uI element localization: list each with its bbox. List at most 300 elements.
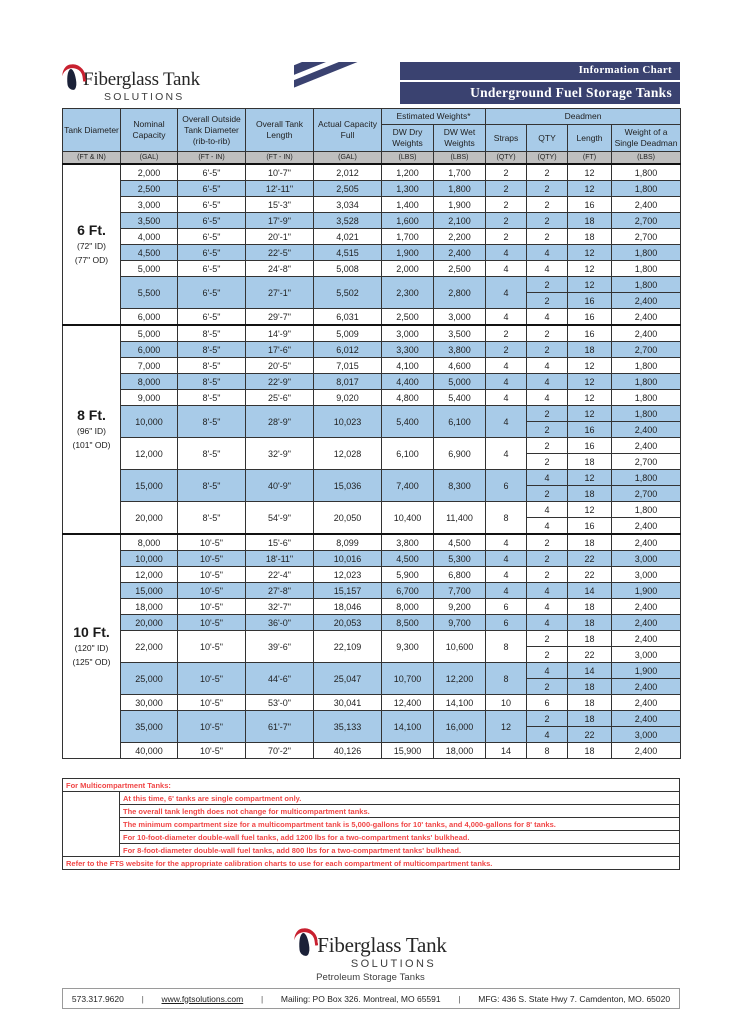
deadman-qty-cell: 2 xyxy=(527,534,568,551)
deadman-weight-cell: 2,400 xyxy=(612,631,681,647)
table-row xyxy=(63,374,681,390)
wet-weight-cell: 5,300 xyxy=(434,551,486,567)
outside-diameter-cell: 8'-5" xyxy=(178,406,246,438)
wet-weight-cell: 2,400 xyxy=(434,245,486,261)
tank-specification-table xyxy=(62,108,681,759)
note-text: The overall tank length does not change for multicompartment tanks. xyxy=(120,805,680,818)
dry-weight-cell: 1,600 xyxy=(382,213,434,229)
logo-company-subtitle: SOLUTIONS xyxy=(104,91,185,103)
deadman-qty-cell: 2 xyxy=(527,647,568,663)
nominal-capacity-cell: 2,000 xyxy=(121,164,178,181)
table-body xyxy=(63,164,681,759)
wet-weight-cell: 5,000 xyxy=(434,374,486,390)
wet-weight-cell: 6,800 xyxy=(434,567,486,583)
straps-cell: 4 xyxy=(486,567,527,583)
tank-length-cell: 27'-8" xyxy=(246,583,314,599)
deadman-weight-cell: 1,800 xyxy=(612,470,681,486)
nominal-capacity-cell: 8,000 xyxy=(121,534,178,551)
straps-cell: 8 xyxy=(486,631,527,663)
nominal-capacity-cell: 40,000 xyxy=(121,743,178,759)
deadman-qty-cell: 2 xyxy=(527,229,568,245)
deadman-length-cell: 18 xyxy=(568,615,612,631)
note-text: For 8-foot-diameter double-wall fuel tanks, add 800 lbs for a two-compartment tanks' bulkhead. xyxy=(120,844,680,857)
dry-weight-cell: 10,400 xyxy=(382,502,434,535)
dry-weight-cell: 3,000 xyxy=(382,325,434,342)
deadman-weight-cell: 1,900 xyxy=(612,583,681,599)
dry-weight-cell: 8,500 xyxy=(382,615,434,631)
group-header-estimated-weights: Estimated Weights* xyxy=(382,109,486,125)
unit-straps: (QTY) xyxy=(486,152,527,165)
actual-capacity-cell: 35,133 xyxy=(314,711,382,743)
deadman-weight-cell: 1,800 xyxy=(612,502,681,518)
contact-separator-2: | xyxy=(260,993,264,1004)
deadman-qty-cell: 4 xyxy=(527,663,568,679)
col-header-dw-dry-weights: DW Dry Weights xyxy=(382,125,434,152)
wet-weight-cell: 14,100 xyxy=(434,695,486,711)
deadman-length-cell: 16 xyxy=(568,325,612,342)
tank-diameter-id: (120" ID) xyxy=(74,642,109,653)
dry-weight-cell: 2,300 xyxy=(382,277,434,309)
col-header-nominal-capacity: Nominal Capacity xyxy=(121,109,178,152)
flame-swoosh-logo-icon xyxy=(62,64,82,90)
nominal-capacity-cell: 25,000 xyxy=(121,663,178,695)
outside-diameter-cell: 8'-5" xyxy=(178,342,246,358)
outside-diameter-cell: 6'-5" xyxy=(178,164,246,181)
wet-weight-cell: 6,100 xyxy=(434,406,486,438)
contact-phone[interactable]: 573.317.9620 xyxy=(71,993,124,1004)
col-header-overall-outside-tank-diameter: Overall Outside Tank Diameter (rib-to-rib) xyxy=(178,109,246,152)
deadman-qty-cell: 2 xyxy=(527,197,568,213)
note-indent-spacer xyxy=(63,792,120,805)
table-row xyxy=(63,325,681,342)
deadman-weight-cell: 2,400 xyxy=(612,293,681,309)
tank-length-cell: 28'-9" xyxy=(246,406,314,438)
wet-weight-cell: 10,600 xyxy=(434,631,486,663)
deadman-length-cell: 12 xyxy=(568,181,612,197)
nominal-capacity-cell: 20,000 xyxy=(121,615,178,631)
straps-cell: 12 xyxy=(486,711,527,743)
tank-length-cell: 20'-1" xyxy=(246,229,314,245)
actual-capacity-cell: 2,505 xyxy=(314,181,382,197)
deadman-qty-cell: 4 xyxy=(527,374,568,390)
note-indent-spacer xyxy=(63,831,120,844)
banner-slant-decoration xyxy=(294,62,414,106)
nominal-capacity-cell: 12,000 xyxy=(121,567,178,583)
deadman-qty-cell: 2 xyxy=(527,325,568,342)
wet-weight-cell: 8,300 xyxy=(434,470,486,502)
actual-capacity-cell: 6,012 xyxy=(314,342,382,358)
deadman-qty-cell: 4 xyxy=(527,358,568,374)
tank-length-cell: 10'-7" xyxy=(246,164,314,181)
straps-cell: 2 xyxy=(486,164,527,181)
nominal-capacity-cell: 20,000 xyxy=(121,502,178,535)
wet-weight-cell: 3,500 xyxy=(434,325,486,342)
deadman-weight-cell: 2,400 xyxy=(612,679,681,695)
dry-weight-cell: 1,900 xyxy=(382,245,434,261)
deadman-qty-cell: 2 xyxy=(527,631,568,647)
group-header-deadmen: Deadmen xyxy=(486,109,681,125)
tank-diameter-value: 8 Ft. xyxy=(77,406,106,423)
actual-capacity-cell: 5,008 xyxy=(314,261,382,277)
straps-cell: 4 xyxy=(486,374,527,390)
outside-diameter-cell: 8'-5" xyxy=(178,358,246,374)
col-header-tank-diameter: Tank Diameter xyxy=(63,109,121,152)
deadman-length-cell: 16 xyxy=(568,438,612,454)
deadman-weight-cell: 1,800 xyxy=(612,390,681,406)
deadman-length-cell: 22 xyxy=(568,647,612,663)
outside-diameter-cell: 10'-5" xyxy=(178,711,246,743)
deadman-weight-cell: 2,400 xyxy=(612,599,681,615)
actual-capacity-cell: 12,023 xyxy=(314,567,382,583)
deadman-length-cell: 18 xyxy=(568,342,612,358)
deadman-weight-cell: 3,000 xyxy=(612,647,681,663)
table-row xyxy=(63,181,681,197)
nominal-capacity-cell: 5,500 xyxy=(121,277,178,309)
dry-weight-cell: 1,200 xyxy=(382,164,434,181)
deadman-length-cell: 18 xyxy=(568,229,612,245)
contact-website-link[interactable]: www.fgtsolutions.com xyxy=(161,993,244,1004)
actual-capacity-cell: 3,528 xyxy=(314,213,382,229)
deadman-weight-cell: 2,400 xyxy=(612,615,681,631)
col-header-straps: Straps xyxy=(486,125,527,152)
deadman-length-cell: 14 xyxy=(568,663,612,679)
straps-cell: 4 xyxy=(486,309,527,326)
footer-logo xyxy=(0,928,741,983)
tank-length-cell: 61'-7" xyxy=(246,711,314,743)
dry-weight-cell: 12,400 xyxy=(382,695,434,711)
note-text: At this time, 6' tanks are single compartment only. xyxy=(120,792,680,805)
deadman-qty-cell: 4 xyxy=(527,727,568,743)
outside-diameter-cell: 10'-5" xyxy=(178,583,246,599)
deadman-length-cell: 18 xyxy=(568,695,612,711)
contact-mfg-address: MFG: 436 S. State Hwy 7. Camdenton, MO. 65020 xyxy=(478,993,671,1004)
deadman-length-cell: 18 xyxy=(568,486,612,502)
table-row xyxy=(63,695,681,711)
table-row xyxy=(63,711,681,727)
wet-weight-cell: 5,400 xyxy=(434,390,486,406)
deadman-length-cell: 12 xyxy=(568,358,612,374)
tank-length-cell: 70'-2" xyxy=(246,743,314,759)
tank-length-cell: 18'-11" xyxy=(246,551,314,567)
unit-dw-dry-weights: (LBS) xyxy=(382,152,434,165)
deadman-qty-cell: 8 xyxy=(527,743,568,759)
tank-length-cell: 36'-0" xyxy=(246,615,314,631)
table-row xyxy=(63,277,681,293)
deadman-length-cell: 18 xyxy=(568,679,612,695)
outside-diameter-cell: 8'-5" xyxy=(178,390,246,406)
tank-diameter-od: (101" OD) xyxy=(72,439,111,450)
table-row xyxy=(63,245,681,261)
actual-capacity-cell: 2,012 xyxy=(314,164,382,181)
wet-weight-cell: 1,900 xyxy=(434,197,486,213)
col-header-length: Length xyxy=(568,125,612,152)
straps-cell: 4 xyxy=(486,358,527,374)
unit-dw-wet-weights: (LBS) xyxy=(434,152,486,165)
outside-diameter-cell: 6'-5" xyxy=(178,197,246,213)
table-row xyxy=(63,567,681,583)
deadman-length-cell: 12 xyxy=(568,406,612,422)
wet-weight-cell: 7,700 xyxy=(434,583,486,599)
unit-tank-diameter: (FT & IN) xyxy=(63,152,121,165)
nominal-capacity-cell: 30,000 xyxy=(121,695,178,711)
actual-capacity-cell: 10,016 xyxy=(314,551,382,567)
actual-capacity-cell: 40,126 xyxy=(314,743,382,759)
dry-weight-cell: 2,500 xyxy=(382,309,434,326)
outside-diameter-cell: 8'-5" xyxy=(178,470,246,502)
deadman-qty-cell: 2 xyxy=(527,406,568,422)
deadman-weight-cell: 1,800 xyxy=(612,181,681,197)
deadman-qty-cell: 2 xyxy=(527,711,568,727)
wet-weight-cell: 6,900 xyxy=(434,438,486,470)
outside-diameter-cell: 10'-5" xyxy=(178,599,246,615)
dry-weight-cell: 4,800 xyxy=(382,390,434,406)
note-text: For 10-foot-diameter double-wall fuel tanks, add 1200 lbs for a two-compartment tanks' bulkhead. xyxy=(120,831,680,844)
outside-diameter-cell: 10'-5" xyxy=(178,615,246,631)
tank-length-cell: 40'-9" xyxy=(246,470,314,502)
straps-cell: 4 xyxy=(486,277,527,309)
deadman-weight-cell: 1,800 xyxy=(612,277,681,293)
dry-weight-cell: 7,400 xyxy=(382,470,434,502)
nominal-capacity-cell: 9,000 xyxy=(121,390,178,406)
actual-capacity-cell: 20,050 xyxy=(314,502,382,535)
deadman-weight-cell: 2,400 xyxy=(612,422,681,438)
deadman-qty-cell: 2 xyxy=(527,679,568,695)
wet-weight-cell: 1,700 xyxy=(434,164,486,181)
deadman-length-cell: 22 xyxy=(568,567,612,583)
dry-weight-cell: 9,300 xyxy=(382,631,434,663)
nominal-capacity-cell: 15,000 xyxy=(121,583,178,599)
table-row xyxy=(63,743,681,759)
deadman-length-cell: 18 xyxy=(568,711,612,727)
title-banner xyxy=(294,62,680,106)
wet-weight-cell: 3,800 xyxy=(434,342,486,358)
deadman-weight-cell: 1,900 xyxy=(612,663,681,679)
actual-capacity-cell: 4,515 xyxy=(314,245,382,261)
deadman-length-cell: 12 xyxy=(568,261,612,277)
nominal-capacity-cell: 5,000 xyxy=(121,261,178,277)
nominal-capacity-cell: 12,000 xyxy=(121,438,178,470)
actual-capacity-cell: 3,034 xyxy=(314,197,382,213)
deadman-length-cell: 12 xyxy=(568,245,612,261)
dry-weight-cell: 8,000 xyxy=(382,599,434,615)
dry-weight-cell: 3,800 xyxy=(382,534,434,551)
tank-diameter-group-cell xyxy=(63,534,121,759)
unit-qty: (QTY) xyxy=(527,152,568,165)
deadman-qty-cell: 2 xyxy=(527,486,568,502)
outside-diameter-cell: 8'-5" xyxy=(178,325,246,342)
actual-capacity-cell: 15,036 xyxy=(314,470,382,502)
tank-length-cell: 53'-0" xyxy=(246,695,314,711)
straps-cell: 4 xyxy=(486,261,527,277)
deadman-weight-cell: 1,800 xyxy=(612,261,681,277)
table-row xyxy=(63,615,681,631)
actual-capacity-cell: 30,041 xyxy=(314,695,382,711)
col-header-actual-capacity-full: Actual Capacity Full xyxy=(314,109,382,152)
outside-diameter-cell: 6'-5" xyxy=(178,309,246,326)
table-row xyxy=(63,342,681,358)
dry-weight-cell: 1,700 xyxy=(382,229,434,245)
deadman-weight-cell: 2,400 xyxy=(612,743,681,759)
dry-weight-cell: 4,400 xyxy=(382,374,434,390)
tank-length-cell: 15'-6" xyxy=(246,534,314,551)
straps-cell: 6 xyxy=(486,615,527,631)
nominal-capacity-cell: 2,500 xyxy=(121,181,178,197)
tank-diameter-group-cell xyxy=(63,164,121,325)
note-indent-spacer xyxy=(63,844,120,857)
deadman-qty-cell: 2 xyxy=(527,293,568,309)
deadman-weight-cell: 2,400 xyxy=(612,518,681,535)
tank-length-cell: 17'-6" xyxy=(246,342,314,358)
deadman-weight-cell: 2,400 xyxy=(612,534,681,551)
tank-length-cell: 12'-11" xyxy=(246,181,314,197)
outside-diameter-cell: 6'-5" xyxy=(178,213,246,229)
note-text: The minimum compartment size for a multicompartment tank is 5,000-gallons for 10' tanks, and 4,000-gallons for 8' tanks. xyxy=(120,818,680,831)
deadman-weight-cell: 1,800 xyxy=(612,358,681,374)
deadman-qty-cell: 4 xyxy=(527,245,568,261)
deadman-weight-cell: 2,700 xyxy=(612,229,681,245)
deadman-length-cell: 16 xyxy=(568,293,612,309)
actual-capacity-cell: 15,157 xyxy=(314,583,382,599)
banner-subtitle: Information Chart xyxy=(400,62,680,80)
footer-flame-swoosh-logo-icon xyxy=(294,928,316,957)
deadman-qty-cell: 4 xyxy=(527,599,568,615)
straps-cell: 14 xyxy=(486,743,527,759)
actual-capacity-cell: 8,017 xyxy=(314,374,382,390)
wet-weight-cell: 4,500 xyxy=(434,534,486,551)
deadman-weight-cell: 2,400 xyxy=(612,309,681,326)
nominal-capacity-cell: 10,000 xyxy=(121,551,178,567)
wet-weight-cell: 12,200 xyxy=(434,663,486,695)
deadman-qty-cell: 2 xyxy=(527,181,568,197)
nominal-capacity-cell: 5,000 xyxy=(121,325,178,342)
wet-weight-cell: 2,200 xyxy=(434,229,486,245)
tank-length-cell: 20'-5" xyxy=(246,358,314,374)
nominal-capacity-cell: 6,000 xyxy=(121,342,178,358)
deadman-weight-cell: 1,800 xyxy=(612,374,681,390)
actual-capacity-cell: 4,021 xyxy=(314,229,382,245)
outside-diameter-cell: 10'-5" xyxy=(178,534,246,551)
deadman-length-cell: 16 xyxy=(568,422,612,438)
deadman-weight-cell: 1,800 xyxy=(612,406,681,422)
deadman-weight-cell: 3,000 xyxy=(612,551,681,567)
deadman-weight-cell: 2,700 xyxy=(612,454,681,470)
dry-weight-cell: 1,400 xyxy=(382,197,434,213)
unit-overall-tank-length: (FT - IN) xyxy=(246,152,314,165)
outside-diameter-cell: 6'-5" xyxy=(178,261,246,277)
wet-weight-cell: 4,600 xyxy=(434,358,486,374)
dry-weight-cell: 5,900 xyxy=(382,567,434,583)
tank-length-cell: 15'-3" xyxy=(246,197,314,213)
note-row xyxy=(63,805,680,818)
table-row xyxy=(63,599,681,615)
straps-cell: 2 xyxy=(486,213,527,229)
deadman-length-cell: 16 xyxy=(568,309,612,326)
deadman-length-cell: 22 xyxy=(568,551,612,567)
straps-cell: 4 xyxy=(486,583,527,599)
note-row xyxy=(63,792,680,805)
deadman-length-cell: 12 xyxy=(568,470,612,486)
tank-length-cell: 29'-7" xyxy=(246,309,314,326)
nominal-capacity-cell: 4,500 xyxy=(121,245,178,261)
outside-diameter-cell: 6'-5" xyxy=(178,181,246,197)
contact-mailing-address: Mailing: PO Box 326. Montreal, MO 65591 xyxy=(280,993,441,1004)
deadman-qty-cell: 2 xyxy=(527,454,568,470)
contact-separator-1: | xyxy=(141,993,144,1004)
deadman-length-cell: 14 xyxy=(568,583,612,599)
dry-weight-cell: 4,100 xyxy=(382,358,434,374)
contact-bar xyxy=(62,988,680,1009)
deadman-weight-cell: 2,400 xyxy=(612,711,681,727)
table-row xyxy=(63,663,681,679)
note-row-closing xyxy=(63,857,680,870)
actual-capacity-cell: 5,009 xyxy=(314,325,382,342)
unit-overall-outside-tank-diameter: (FT - IN) xyxy=(178,152,246,165)
banner-title: Underground Fuel Storage Tanks xyxy=(400,82,680,104)
table-row xyxy=(63,197,681,213)
deadman-weight-cell: 2,400 xyxy=(612,325,681,342)
deadman-length-cell: 18 xyxy=(568,454,612,470)
nominal-capacity-cell: 22,000 xyxy=(121,631,178,663)
deadman-qty-cell: 4 xyxy=(527,615,568,631)
deadman-length-cell: 12 xyxy=(568,374,612,390)
nominal-capacity-cell: 3,000 xyxy=(121,197,178,213)
deadman-length-cell: 18 xyxy=(568,599,612,615)
deadman-qty-cell: 4 xyxy=(527,518,568,535)
tank-diameter-group-cell xyxy=(63,325,121,534)
deadman-weight-cell: 2,400 xyxy=(612,695,681,711)
deadman-weight-cell: 2,700 xyxy=(612,213,681,229)
deadman-qty-cell: 4 xyxy=(527,309,568,326)
nominal-capacity-cell: 15,000 xyxy=(121,470,178,502)
table-row xyxy=(63,229,681,245)
outside-diameter-cell: 6'-5" xyxy=(178,245,246,261)
nominal-capacity-cell: 8,000 xyxy=(121,374,178,390)
page-header xyxy=(62,62,680,108)
straps-cell: 6 xyxy=(486,470,527,502)
note-indent-spacer xyxy=(63,818,120,831)
tank-diameter-od: (125" OD) xyxy=(72,656,111,667)
tank-diameter-id: (72" ID) xyxy=(77,240,106,251)
straps-cell: 10 xyxy=(486,695,527,711)
deadman-qty-cell: 2 xyxy=(527,213,568,229)
dry-weight-cell: 2,000 xyxy=(382,261,434,277)
footer-logo-company-name: Fiberglass Tank xyxy=(317,933,447,957)
straps-cell: 2 xyxy=(486,181,527,197)
unit-length: (FT) xyxy=(568,152,612,165)
tank-length-cell: 32'-9" xyxy=(246,438,314,470)
actual-capacity-cell: 12,028 xyxy=(314,438,382,470)
deadman-weight-cell: 2,700 xyxy=(612,486,681,502)
col-header-weight-single-deadman: Weight of a Single Deadman xyxy=(612,125,681,152)
unit-actual-capacity-full: (GAL) xyxy=(314,152,382,165)
unit-nominal-capacity: (GAL) xyxy=(121,152,178,165)
tank-length-cell: 39'-6" xyxy=(246,631,314,663)
table-row xyxy=(63,261,681,277)
deadman-qty-cell: 4 xyxy=(527,261,568,277)
wet-weight-cell: 2,100 xyxy=(434,213,486,229)
nominal-capacity-cell: 10,000 xyxy=(121,406,178,438)
actual-capacity-cell: 6,031 xyxy=(314,309,382,326)
outside-diameter-cell: 8'-5" xyxy=(178,502,246,535)
actual-capacity-cell: 10,023 xyxy=(314,406,382,438)
straps-cell: 4 xyxy=(486,534,527,551)
deadman-qty-cell: 2 xyxy=(527,438,568,454)
actual-capacity-cell: 25,047 xyxy=(314,663,382,695)
deadman-length-cell: 16 xyxy=(568,518,612,535)
deadman-weight-cell: 2,400 xyxy=(612,197,681,213)
col-header-overall-tank-length: Overall Tank Length xyxy=(246,109,314,152)
deadman-qty-cell: 2 xyxy=(527,567,568,583)
